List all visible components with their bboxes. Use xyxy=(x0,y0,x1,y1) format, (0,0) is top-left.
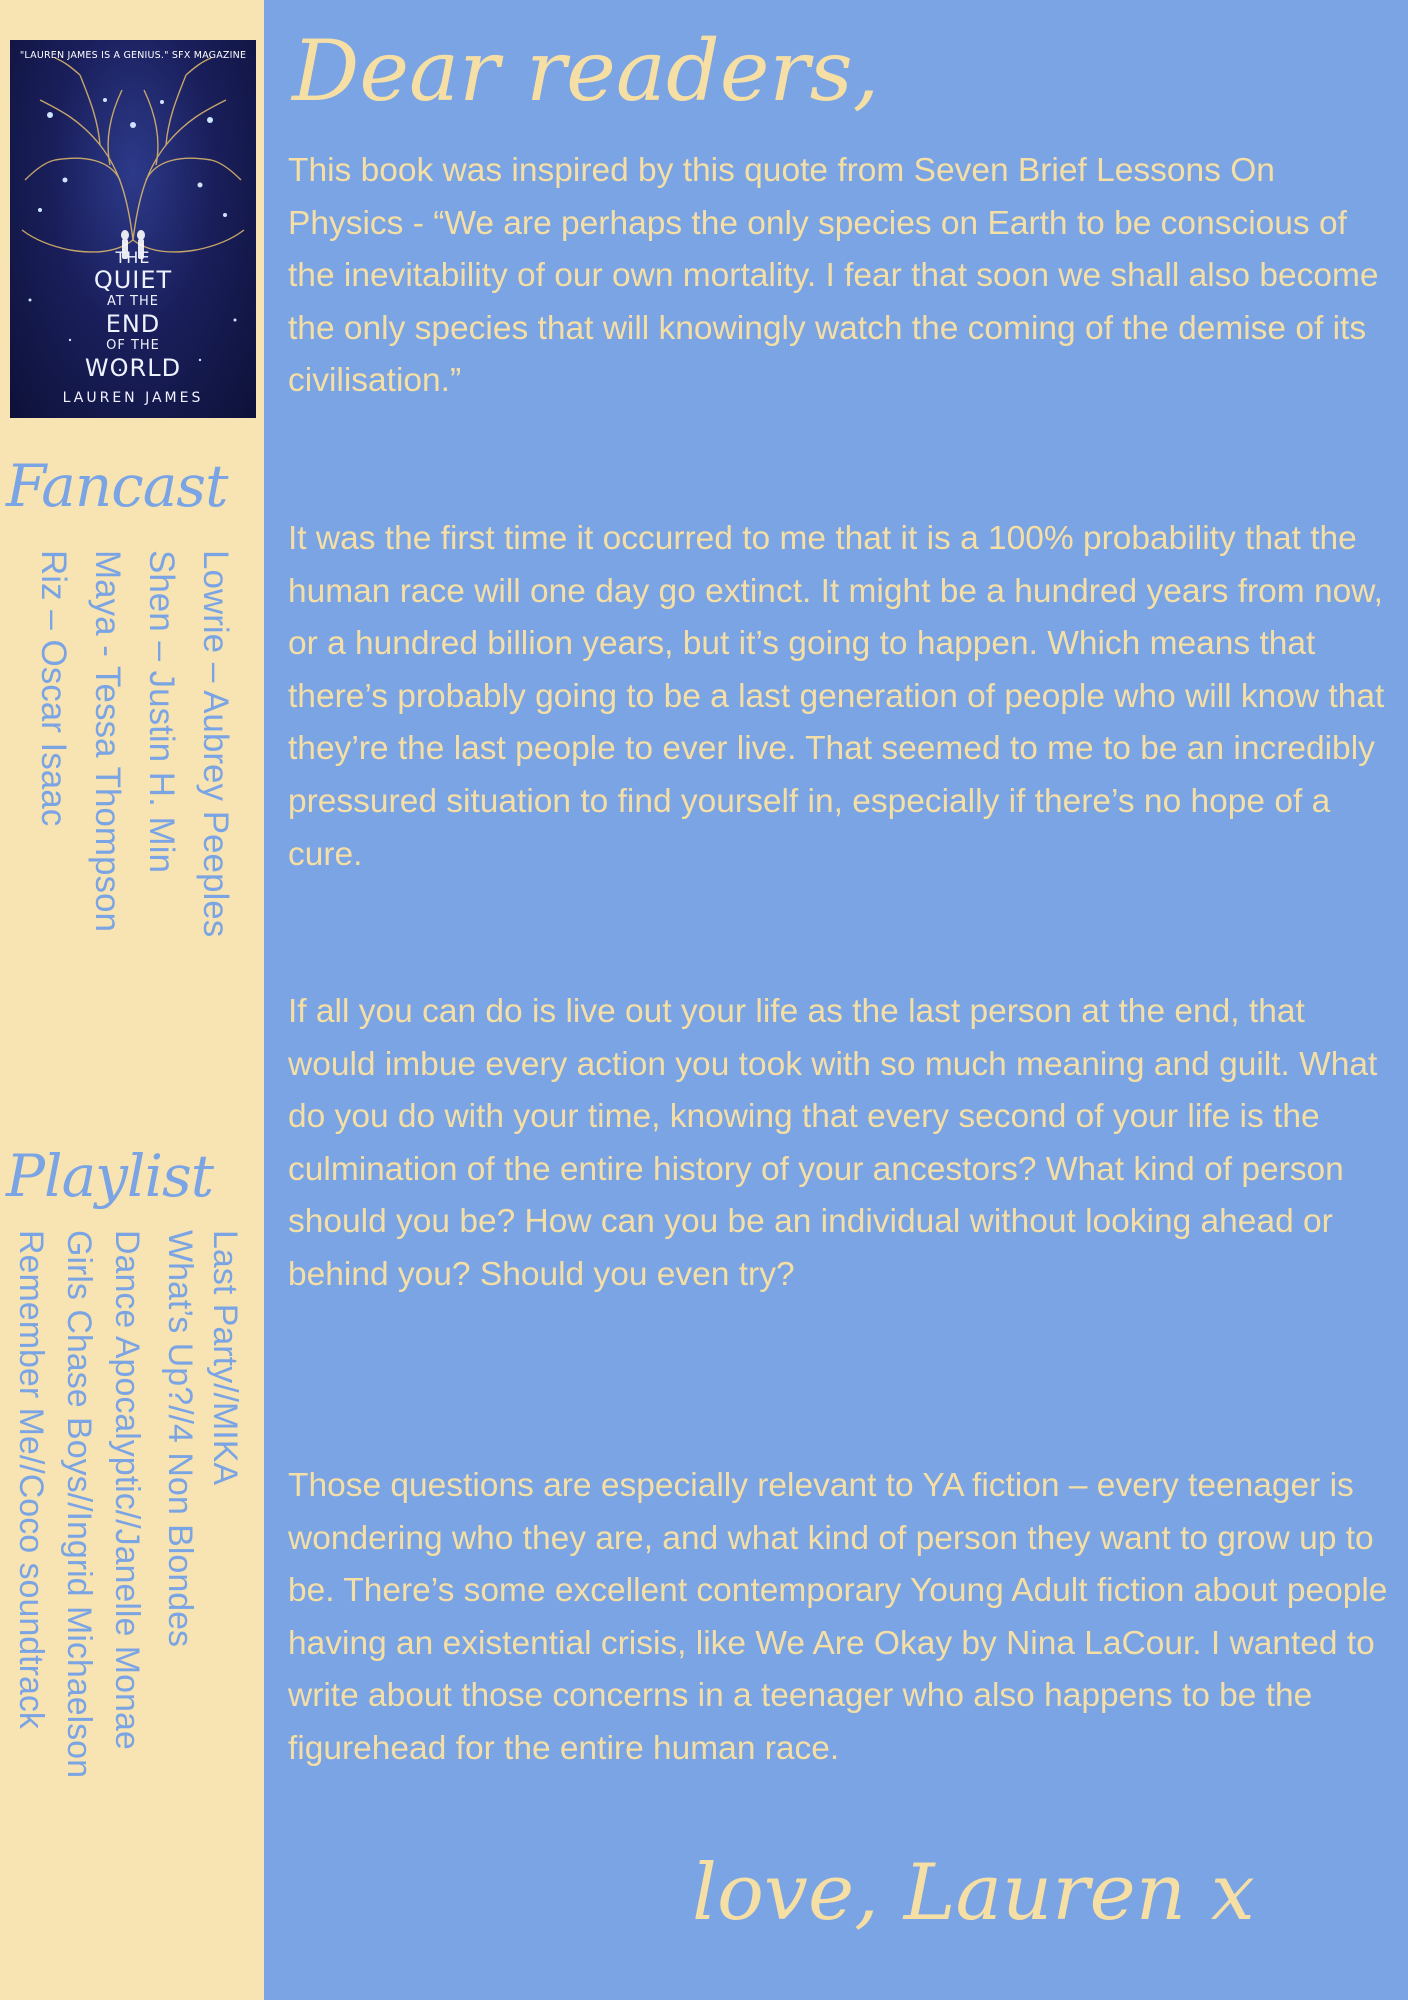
fancast-heading: Fancast xyxy=(6,452,228,520)
sidebar xyxy=(0,0,264,2000)
cover-title-line: QUIET xyxy=(93,266,173,294)
letter-paragraph: This book was inspired by this quote from Seven Brief Lessons On Physics - “We are perhaps the only species on Earth to be conscious of the inevitability of our own mortality. I fear that soon we shall also become the only species that will knowingly watch the coming of the demise of its civilisation.” xyxy=(288,152,1379,400)
cover-title-line: WORLD xyxy=(84,354,182,382)
playlist-item: Remember Me//Coco soundtrack xyxy=(12,1230,50,1729)
letter-greeting: Dear readers, xyxy=(292,22,880,120)
fancast-item: Riz – Oscar Isaac xyxy=(34,550,73,827)
letter-paragraph: Those questions are especially relevant to YA fiction – every teenager is wondering who they are, and what kind of person they want to grow up to be. There’s some excellent contemporary Young Adult fiction about people having an existential crisis, like We Are Okay by Nina LaCour. I wanted to write about those concerns in a teenager who also happens to be the figurehead for the entire human race. xyxy=(288,1467,1388,1767)
playlist-item: Girls Chase Boys//Ingrid Michaelson xyxy=(60,1230,98,1779)
cover-title-line: END xyxy=(105,310,161,338)
book-cover xyxy=(10,40,256,418)
fancast-item: Maya - Tessa Thompson xyxy=(88,550,127,932)
playlist-item: What’s Up?//4 Non Blondes xyxy=(161,1230,199,1648)
cover-quote: "LAUREN JAMES IS A GENIUS." SFX MAGAZINE xyxy=(19,50,247,61)
letter-signoff: love, Lauren x xyxy=(692,1848,1255,1938)
cover-title-line: THE xyxy=(115,248,151,267)
fancast-item: Lowrie – Aubrey Peeples xyxy=(196,550,235,938)
cover-author: LAUREN JAMES xyxy=(62,390,204,406)
playlist-heading: Playlist xyxy=(6,1142,214,1210)
cover-title-line: OF THE xyxy=(106,338,160,353)
letter-paragraph: If all you can do is live out your life as the last person at the end, that would imbue every action you took with so much meaning and guilt. What do you do with your time, knowing that every second of your life is the culmination of the entire history of your ancestors? What kind of person should you be? How can you be an individual without looking ahead or behind you? Should you even try? xyxy=(288,993,1378,1293)
letter-panel xyxy=(264,0,1408,2000)
letter-paragraph: It was the first time it occurred to me that it is a 100% probability that the human race will one day go extinct. It might be a hundred years from now, or a hundred billion years, but it’s going to happen. Which means that there’s probably going to be a last generation of people who will know that they’re the last people to ever live. That seemed to me to be an incredibly pressured situation to find yourself in, especially if there’s no hope of a cure. xyxy=(288,520,1385,873)
playlist-item: Dance Apocalyptic//Janelle Monae xyxy=(108,1230,146,1750)
playlist-item: Last Party//MIKA xyxy=(206,1230,244,1486)
cover-title-line: AT THE xyxy=(107,294,159,309)
fancast-item: Shen – Justin H. Min xyxy=(142,550,181,873)
